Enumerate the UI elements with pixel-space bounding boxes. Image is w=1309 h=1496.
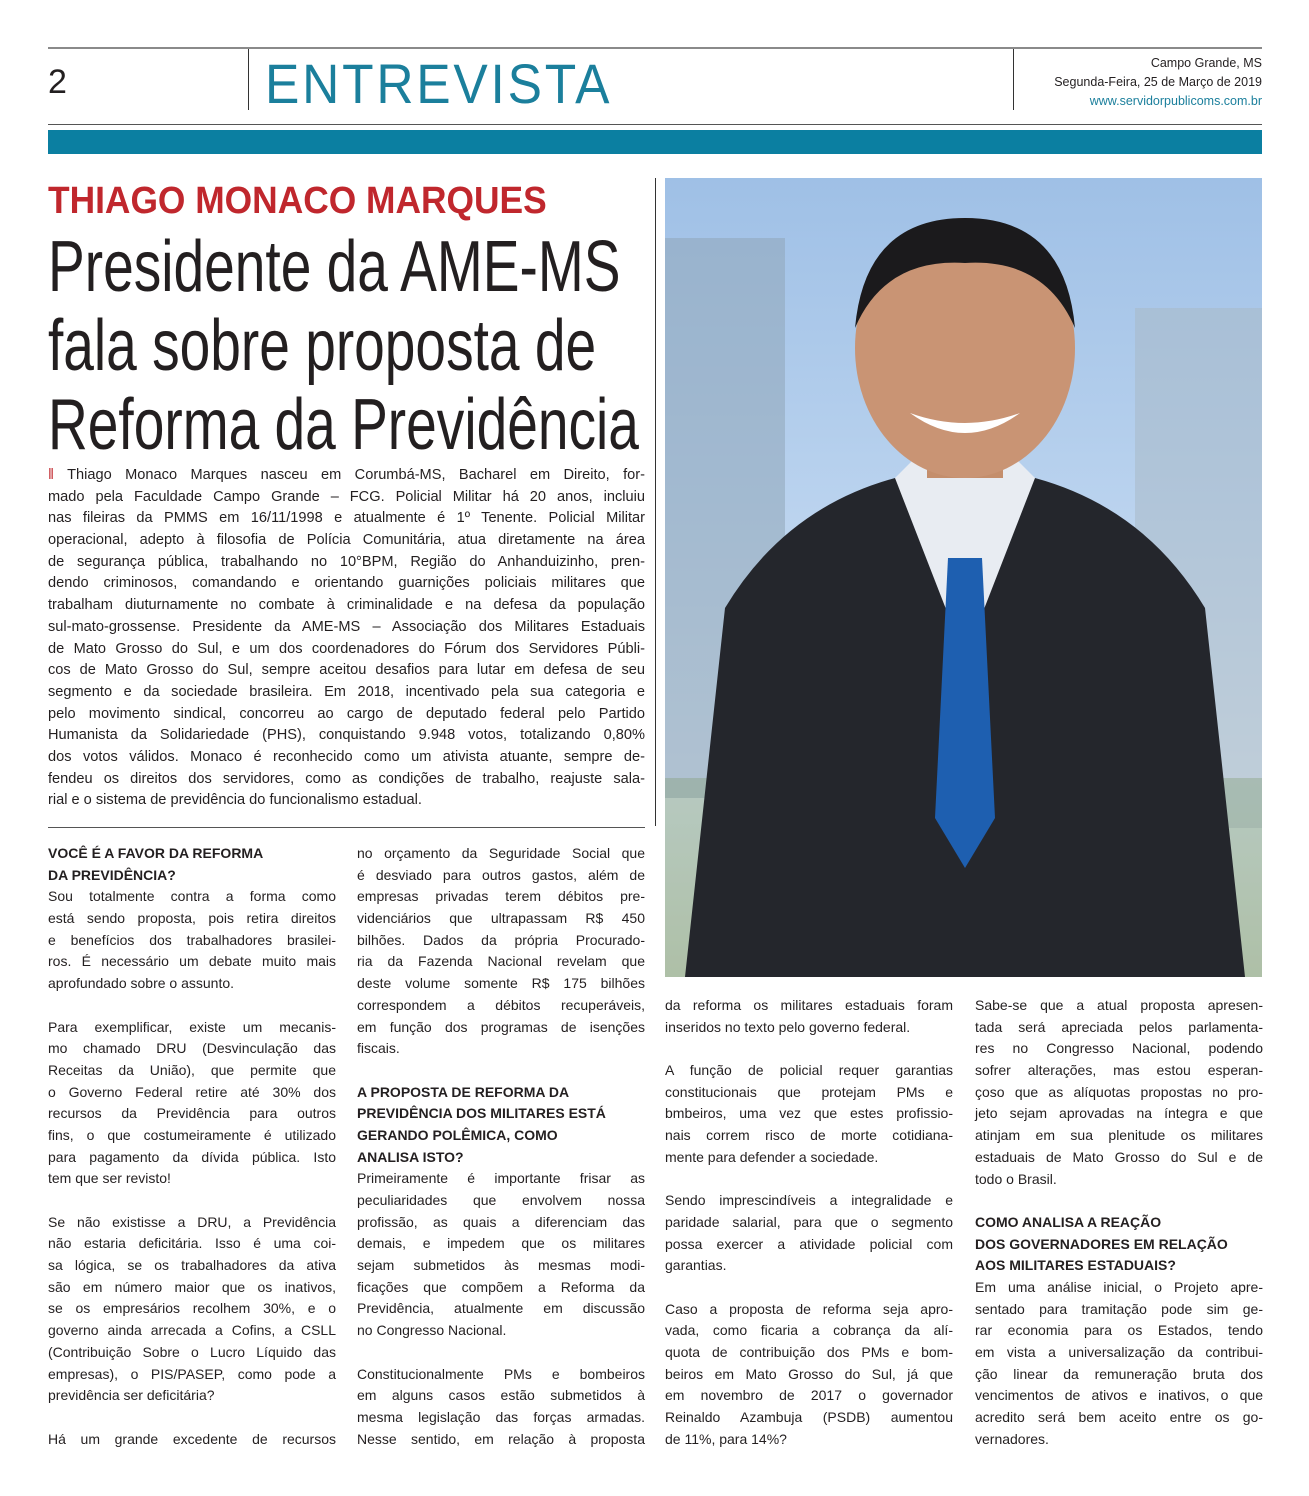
intro-divider: [48, 827, 645, 828]
heading-line: DA PREVIDÊNCIA?: [48, 866, 176, 883]
text-line: possa exercer a atividade policial com: [665, 1235, 953, 1252]
text-line: ros. É necessário um debate muito mais: [48, 953, 336, 970]
text-line: sentado para tramitação pode sim ge-: [975, 1300, 1263, 1317]
text-line: A função de policial requer garantias: [665, 1062, 953, 1079]
text-line: beiros em Mato Grosso do Sul, já que: [665, 1365, 953, 1382]
answer-paragraph: [975, 1277, 1263, 1451]
text-line: mente para defender a sociedade.: [665, 1148, 879, 1165]
text-line: Caso a proposta de reforma seja apro-: [665, 1300, 953, 1317]
text-line: rar economia para os Estados, tendo: [975, 1322, 1263, 1339]
text-line: Nesse sentido, em relação à proposta: [357, 1430, 645, 1447]
intro-line-text: sul-mato-grossense. Presidente da AME-MS – Associação dos Militares Estaduais: [48, 618, 645, 635]
intro-line-text: trabalham diuturnamente no combate à criminalidade e na defesa da população: [48, 597, 645, 614]
text-line: jeto sejam aprovadas na íntegra e que: [975, 1105, 1263, 1122]
header-divider: [1013, 49, 1014, 110]
text-line: Sou totalmente contra a forma como: [48, 888, 336, 905]
intro-line: [48, 465, 645, 487]
text-line: mo chamado DRU (Desvinculação das: [48, 1040, 336, 1057]
text-line: mesma legislação das forças armadas.: [357, 1408, 645, 1425]
text-line: estaduais de Mato Grosso do Sul e de: [975, 1148, 1263, 1165]
heading-line: COMO ANALISA A REAÇÃO: [975, 1213, 1162, 1230]
text-line: (Contribuição Sobre o Lucro Líquido das: [48, 1343, 336, 1360]
intro-line: [48, 552, 645, 574]
paragraph-spacer: [48, 995, 336, 1017]
text-line: tada será apreciada pelos parlamenta-: [975, 1018, 1263, 1035]
text-line: e benefícios dos trabalhadores brasilei-: [48, 931, 336, 948]
text-line: está sendo proposta, pois retira direitos: [48, 910, 336, 927]
text-line: res no Congresso Nacional, podendo: [975, 1040, 1263, 1057]
intro-line-text: cos de Mato Grosso do Sul, sempre aceitou desafios para lutar em defesa de seu: [48, 662, 645, 679]
intro-line-text: rial e o sistema de previdência do funcionalismo estadual.: [48, 792, 422, 809]
article-column-4: [975, 995, 1263, 1450]
text-line: paridade salarial, para que o segmento: [665, 1213, 953, 1230]
headline-line: Presidente da AME-MS: [48, 227, 621, 307]
text-line: acredito será bem aceito entre os go-: [975, 1409, 1263, 1426]
header-divider: [248, 49, 249, 110]
text-line: recursos da Previdência para outros: [48, 1105, 336, 1122]
text-line: tem que ser revisto!: [48, 1170, 171, 1187]
text-line: ficações que compõem a Reforma da: [357, 1278, 645, 1295]
answer-paragraph: [357, 843, 645, 1060]
text-line: fiscais.: [357, 1040, 400, 1057]
heading-line: PREVIDÊNCIA DOS MILITARES ESTÁ: [357, 1105, 606, 1122]
intro-line-text: operacional, adepto à filosofia de Polícia Comunitária, atua diretamente na área: [48, 532, 645, 549]
section-title: ENTREVISTA: [265, 52, 613, 115]
answer-paragraph: [665, 1299, 953, 1451]
text-line: Para exemplificar, existe um mecanis-: [48, 1018, 336, 1035]
text-line: Reinaldo Azambuja (PSDB) aumentou: [665, 1409, 953, 1426]
paragraph-spacer: [665, 1169, 953, 1191]
text-line: empresas), o PIS/PASEP, como pode a: [48, 1365, 336, 1382]
intro-paragraph: [48, 465, 645, 812]
text-line: nais correm risco de morte cotidiana-: [665, 1127, 953, 1144]
paragraph-spacer: [357, 1060, 645, 1082]
text-line: em alguns casos estão submetidos à: [357, 1387, 645, 1404]
text-line: Primeiramente é importante frisar as: [357, 1170, 645, 1187]
text-line: não estaria deficitária. Isso é uma coi-: [48, 1235, 336, 1252]
text-line: no orçamento da Seguridade Social que: [357, 845, 645, 861]
headline: [48, 228, 639, 465]
accent-band: [48, 130, 1262, 154]
answer-paragraph: [48, 1429, 336, 1451]
text-line: peculiaridades que envolvem nossa: [357, 1192, 645, 1208]
date: Segunda-Feira, 25 de Março de 2019: [1054, 75, 1262, 89]
page-number: 2: [48, 63, 67, 101]
intro-line: [48, 725, 645, 747]
intro-line: [48, 682, 645, 704]
portrait-illustration: [665, 178, 1262, 977]
headline-line: Reforma da Previdência: [48, 385, 639, 465]
answer-paragraph: [48, 1212, 336, 1407]
intro-line-text: dos votos válidos. Monaco é reconhecido como um ativista atuante, sempre de-: [48, 748, 645, 765]
text-line: inseridos no texto pelo governo federal.: [665, 1018, 911, 1035]
intro-line: [48, 530, 645, 552]
paragraph-spacer: [665, 1277, 953, 1299]
question-heading: [975, 1212, 1263, 1277]
header-top-rule: [48, 47, 1262, 49]
text-line: Há um grande excedente de recursos: [48, 1430, 336, 1447]
intro-line: [48, 595, 645, 617]
intro-line: [48, 639, 645, 661]
intro-line: [48, 487, 645, 509]
heading-line: A PROPOSTA DE REFORMA DA: [357, 1083, 570, 1100]
intro-line: [48, 747, 645, 769]
answer-paragraph: [665, 1190, 953, 1277]
answer-paragraph: [665, 995, 953, 1038]
text-line: vernadores.: [975, 1430, 1049, 1447]
interviewee-name: THIAGO MONACO MARQUES: [48, 180, 547, 222]
intro-line: [48, 660, 645, 682]
answer-paragraph: [665, 1060, 953, 1168]
answer-paragraph: [357, 1168, 645, 1342]
intro-line-text: mado pela Faculdade Campo Grande – FCG. Policial Militar há 20 anos, incluiu: [48, 488, 645, 505]
text-line: çoso que as alíquotas propostas no pro-: [975, 1083, 1263, 1100]
heading-line: DOS GOVERNADORES EM RELAÇÃO: [975, 1235, 1228, 1252]
text-line: Receitas da União), que permite que: [48, 1061, 336, 1078]
intro-line: [48, 769, 645, 791]
paragraph-spacer: [975, 1190, 1263, 1212]
website-link[interactable]: www.servidorpublicoms.com.br: [1089, 94, 1262, 108]
text-line: aprofundado sobre o assunto.: [48, 975, 235, 992]
intro-line-text: Humanista da Solidariedade (PHS), conquistando 9.948 votos, totalizando 0,80%: [48, 727, 645, 744]
heading-line: GERANDO POLÊMICA, COMO: [357, 1126, 558, 1143]
text-line: atinjam em sua plenitude os militares: [975, 1127, 1263, 1144]
text-line: profissão, as quais a diferenciam das: [357, 1213, 645, 1230]
text-line: demais, e impedem que os militares: [357, 1235, 645, 1252]
headline-line: fala sobre proposta de: [48, 306, 597, 386]
text-line: correspondem a débitos recuperáveis,: [357, 996, 645, 1013]
intro-line: [48, 508, 645, 530]
text-line: no Congresso Nacional.: [357, 1322, 507, 1339]
text-line: Sendo imprescindíveis a integralidade e: [665, 1192, 953, 1209]
text-line: vencimentos de ativos e inativos, o que: [975, 1387, 1263, 1404]
intro-line-text: Thiago Monaco Marques nasceu em Corumbá-MS, Bacharel em Direito, for-: [54, 467, 645, 483]
text-line: o Governo Federal retire até 30% dos: [48, 1083, 336, 1100]
text-line: sejam submetidos às mesmas modi-: [357, 1257, 645, 1274]
answer-paragraph: [48, 1017, 336, 1191]
answer-paragraph: [975, 995, 1263, 1190]
intro-line-text: segmento e da sociedade brasileira. Em 2018, incentivado pela sua categoria e: [48, 683, 645, 700]
answer-paragraph: [357, 1364, 645, 1451]
intro-line-text: nas fileiras da PMMS em 16/11/1998 e atualmente é 1º Tenente. Policial Militar: [48, 510, 645, 527]
text-line: vada, como ficaria a cobrança da alí-: [665, 1322, 953, 1339]
intro-line-text: dendo criminosos, comandando e orientando guarnições policiais militares que: [48, 575, 645, 592]
intro-line-text: pelo movimento sindical, concorreu ao cargo de deputado federal pelo Partido: [48, 705, 645, 722]
text-line: sa lógica, se os trabalhadores da ativa: [48, 1257, 336, 1274]
text-line: em função dos programas de isenções: [357, 1018, 645, 1035]
intro-line: [48, 617, 645, 639]
heading-line: ANALISA ISTO?: [357, 1148, 464, 1165]
text-line: videnciários que ultrapassam R$ 450: [357, 910, 645, 927]
text-line: previdência ser deficitária?: [48, 1387, 215, 1404]
intro-line: [48, 704, 645, 726]
text-line: bmbeiros, uma vez que estes profissio-: [665, 1105, 953, 1122]
question-heading: [48, 843, 336, 886]
column-rule: [655, 178, 656, 826]
text-line: Constitucionalmente PMs e bombeiros: [357, 1365, 645, 1382]
text-line: ria da Fazenda Nacional revelam que: [357, 953, 645, 970]
paragraph-spacer: [665, 1038, 953, 1060]
question-heading: [357, 1082, 645, 1169]
text-line: bilhões. Dados da própria Procurado-: [357, 931, 645, 948]
text-line: são em número maior que os inativos,: [48, 1278, 336, 1295]
heading-line: AOS MILITARES ESTADUAIS?: [975, 1257, 1176, 1274]
text-line: fins, o que costumeiramente é utilizado: [48, 1126, 336, 1143]
intro-line-text: de Mato Grosso do Sul, e um dos coordenadores do Fórum dos Servidores Públi-: [48, 640, 645, 657]
answer-paragraph: [48, 886, 336, 994]
text-line: para pagamento da dívida pública. Isto: [48, 1148, 336, 1165]
intro-line-text: de segurança pública, trabalhando no 10°BPM, Região do Anhanduizinho, pren-: [48, 553, 645, 570]
text-line: quota de contribuição dos PMs e bom-: [665, 1344, 953, 1360]
text-line: Previdência, atualmente em discussão: [357, 1300, 645, 1317]
article-column-3: [665, 995, 953, 1450]
text-line: constitucionais que protejam PMs e: [665, 1083, 953, 1100]
article-column-2: [357, 843, 645, 1450]
text-line: ção linear da remuneração bruta dos: [975, 1365, 1263, 1382]
text-line: empresas privadas terem débitos pre-: [357, 888, 645, 905]
paragraph-spacer: [48, 1190, 336, 1212]
text-line: Se não existisse a DRU, a Previdência: [48, 1213, 336, 1230]
paragraph-spacer: [48, 1407, 336, 1429]
paragraph-marker-icon: ‖: [48, 467, 55, 483]
edition-info: [1054, 54, 1262, 111]
article-column-1: [48, 843, 336, 1450]
header-bottom-rule: [48, 124, 1262, 125]
heading-line: VOCÊ É A FAVOR DA REFORMA: [48, 845, 264, 861]
intro-line-text: fendeu os direitos dos servidores, como as condições de trabalho, reajuste sala-: [48, 770, 645, 787]
text-line: sofrer alterações, mas estou esperan-: [975, 1062, 1263, 1079]
text-line: todo o Brasil.: [975, 1170, 1057, 1187]
text-line: em vista a universalização da contribui-: [975, 1344, 1263, 1360]
city: Campo Grande, MS: [1150, 56, 1262, 70]
text-line: é desviado para outros gastos, além de: [357, 866, 645, 883]
text-line: governo ainda arrecada a Cofins, a CSLL: [48, 1322, 336, 1339]
text-line: se os empresários recolhem 30%, e o: [48, 1300, 336, 1317]
text-line: deste volume somente R$ 175 bilhões: [357, 975, 645, 992]
text-line: da reforma os militares estaduais foram: [665, 997, 953, 1013]
text-line: Sabe-se que a atual proposta apresen-: [975, 997, 1263, 1013]
paragraph-spacer: [357, 1342, 645, 1364]
text-line: garantias.: [665, 1257, 727, 1274]
portrait-photo: [665, 178, 1262, 977]
intro-line: [48, 790, 645, 812]
text-line: Em uma análise inicial, o Projeto apre-: [975, 1278, 1263, 1295]
intro-line: [48, 573, 645, 595]
text-line: de 11%, para 14%?: [665, 1430, 787, 1447]
text-line: em novembro de 2017 o governador: [665, 1387, 953, 1404]
